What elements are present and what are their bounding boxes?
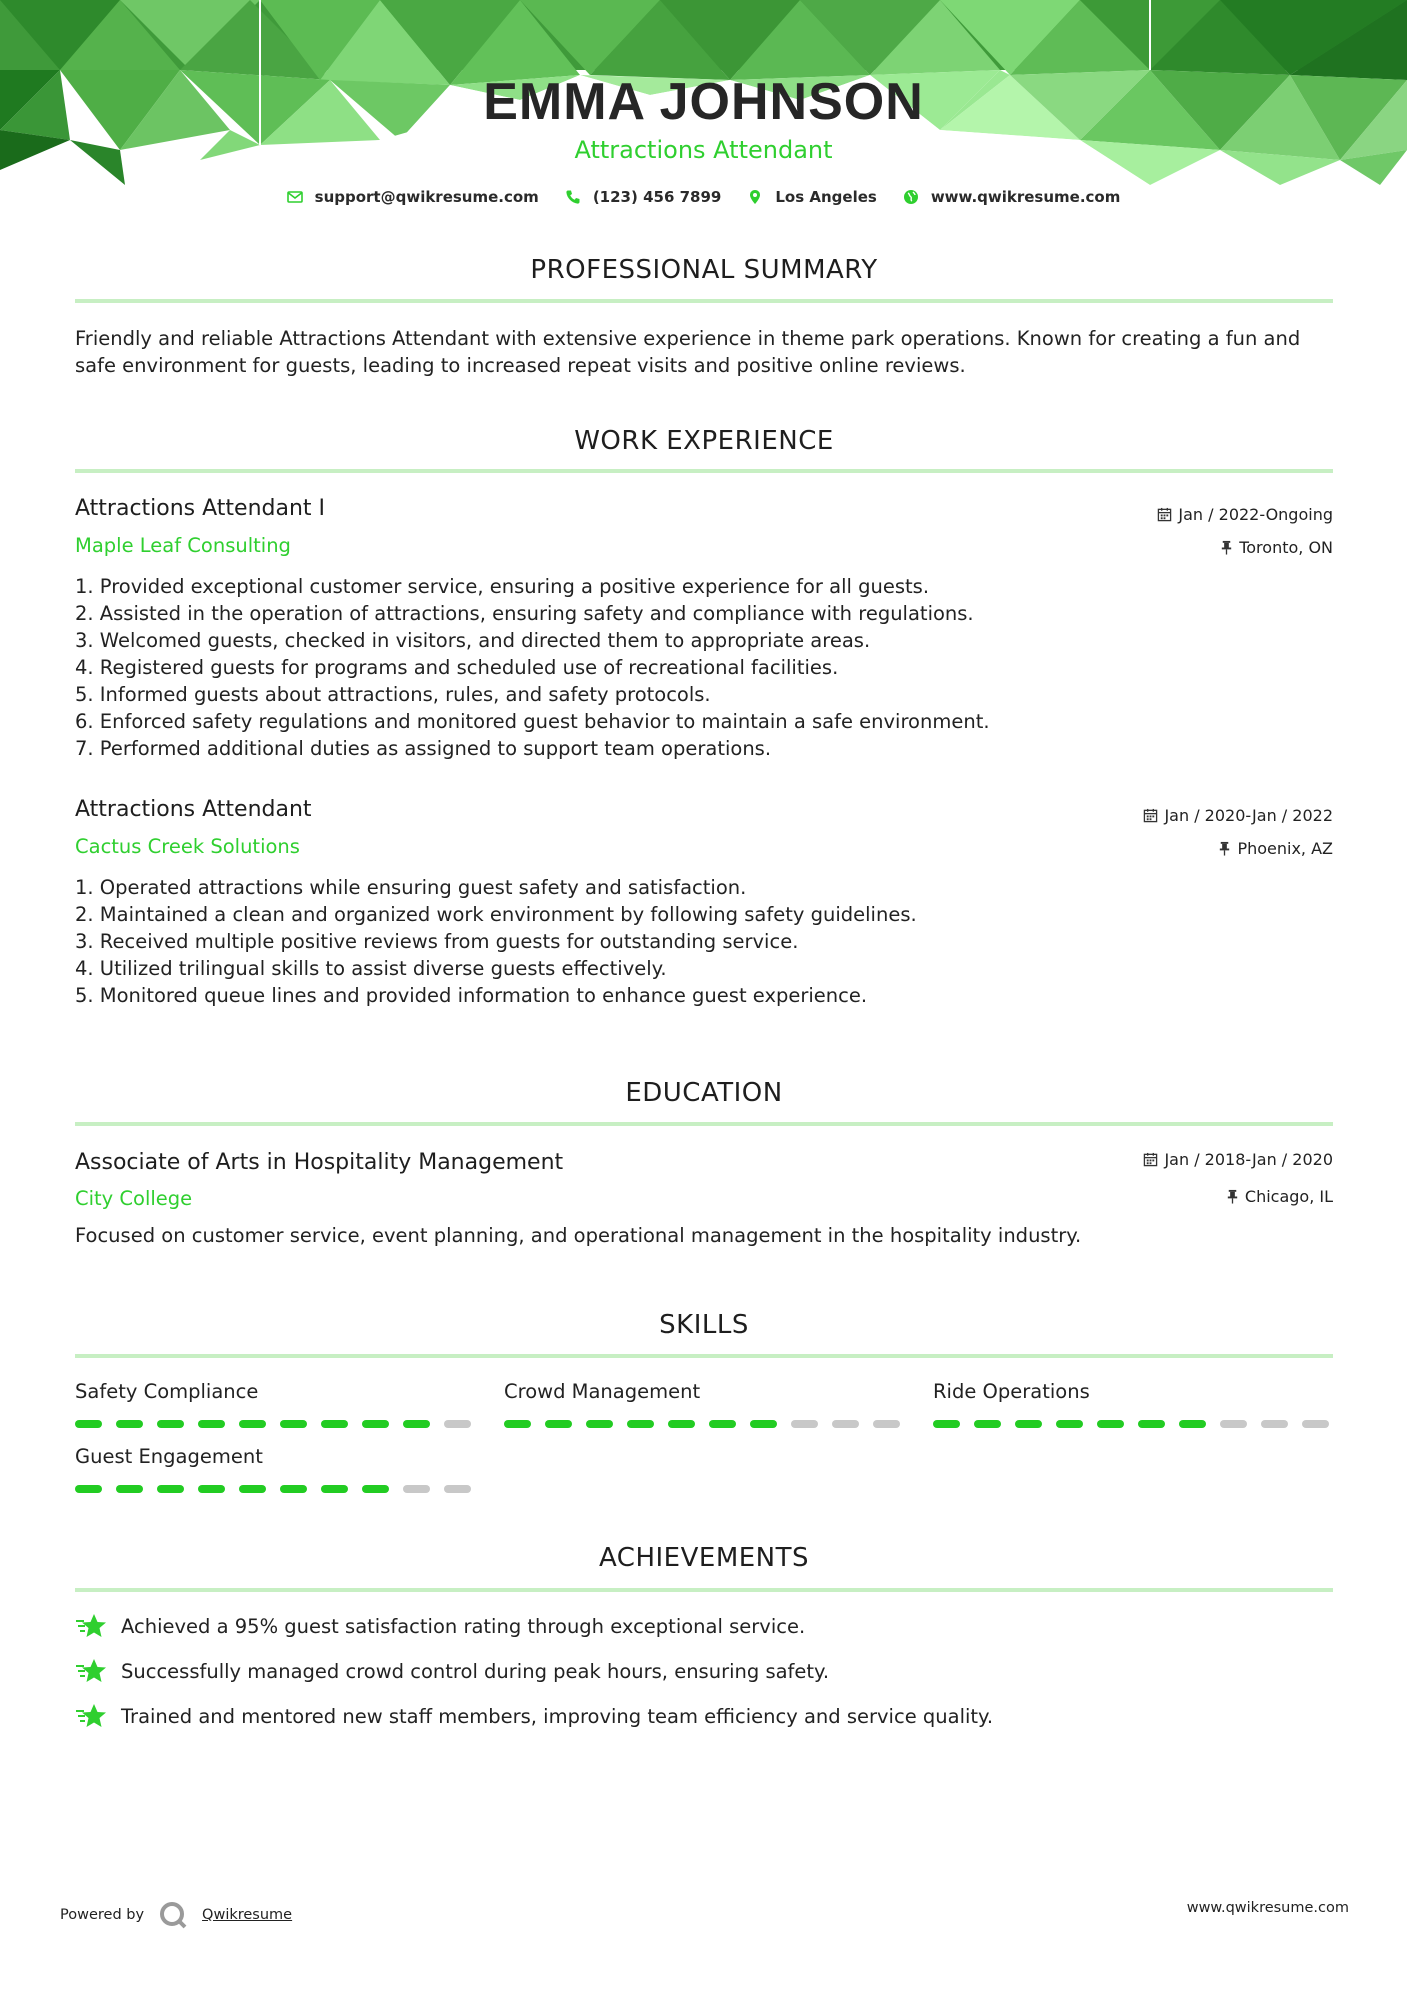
summary-divider — [75, 299, 1333, 303]
footer-powered — [60, 1900, 292, 1930]
job-1-company: Maple Leaf Consulting — [75, 534, 291, 557]
contact-bar — [0, 188, 1407, 206]
duty-item: 7. Performed additional duties as assigned to support team operations. — [75, 737, 772, 760]
duty-item: 3. Received multiple positive reviews from guests for outstanding service. — [75, 930, 799, 953]
skill-dash-empty — [1220, 1420, 1247, 1428]
contact-website-text: www.qwikresume.com — [930, 188, 1121, 206]
skill-dash-filled — [239, 1420, 266, 1428]
skill-dash-filled — [668, 1420, 695, 1428]
summary-line: Friendly and reliable Attractions Attendant with extensive experience in theme park operations. Known for creating a fun and — [75, 327, 1301, 350]
job-1-dates-text: Jan / 2022-Ongoing — [1178, 505, 1333, 524]
job-2-dates — [1143, 806, 1333, 825]
school-name: City College — [75, 1187, 193, 1210]
skill-dash-filled — [750, 1420, 777, 1428]
skill-dash-filled — [116, 1420, 143, 1428]
skill-dash-filled — [157, 1420, 184, 1428]
skill-dash-filled — [321, 1485, 348, 1493]
education-dates — [1143, 1150, 1333, 1169]
job-1-location-text: Toronto, ON — [1239, 538, 1333, 557]
skill-dash-filled — [974, 1420, 1001, 1428]
skills-heading: SKILLS — [659, 1310, 749, 1340]
education-divider — [75, 1122, 1333, 1126]
star-icon — [75, 1702, 107, 1730]
skill-dash-filled — [75, 1420, 102, 1428]
duty-item: 2. Maintained a clean and organized work environment by following safety guidelines. — [75, 903, 917, 926]
duty-item: 2. Assisted in the operation of attractions, ensuring safety and compliance with regulations. — [75, 602, 974, 625]
skill-dash-filled — [933, 1420, 960, 1428]
summary-heading: PROFESSIONAL SUMMARY — [530, 255, 878, 285]
skill-dash-filled — [198, 1420, 225, 1428]
skill-dash-empty — [873, 1420, 900, 1428]
job-1-location — [1220, 538, 1333, 557]
skill-dash-filled — [545, 1420, 572, 1428]
achievement-text: Trained and mentored new staff members, improving team efficiency and service quality. — [121, 1704, 994, 1728]
summary-line: safe environment for guests, leading to increased repeat visits and positive online reviews. — [75, 354, 966, 377]
job-1-title: Attractions Attendant I — [75, 496, 326, 521]
skill-dash-filled — [1097, 1420, 1124, 1428]
calendar-icon — [1143, 1152, 1158, 1167]
qwikresume-logo-icon — [158, 1900, 188, 1930]
envelope-icon — [287, 189, 303, 205]
skill-dash-empty — [791, 1420, 818, 1428]
skill-dash-empty — [1261, 1420, 1288, 1428]
education-location-text: Chicago, IL — [1244, 1187, 1333, 1206]
skill-dash-filled — [1015, 1420, 1042, 1428]
pin-icon — [1220, 540, 1233, 555]
contact-location — [747, 188, 876, 206]
skill-dash-filled — [75, 1485, 102, 1493]
experience-heading: WORK EXPERIENCE — [574, 426, 834, 456]
contact-website[interactable] — [903, 188, 1121, 206]
skill-dash-filled — [157, 1485, 184, 1493]
phone-icon — [565, 189, 581, 205]
duty-item: 3. Welcomed guests, checked in visitors, and directed them to appropriate areas. — [75, 629, 871, 652]
star-icon — [75, 1612, 107, 1640]
duty-item: 1. Provided exceptional customer service, ensuring a positive experience for all guests. — [75, 575, 930, 598]
duty-item: 5. Monitored queue lines and provided information to enhance guest experience. — [75, 984, 868, 1007]
skill-item — [933, 1380, 1333, 1428]
education-description: Focused on customer service, event planning, and operational management in the hospitality industry. — [75, 1224, 1082, 1247]
skill-dash-filled — [1138, 1420, 1165, 1428]
achievement-item — [75, 1702, 993, 1730]
job-2-location-text: Phoenix, AZ — [1237, 839, 1333, 858]
degree-title: Associate of Arts in Hospitality Management — [75, 1150, 564, 1175]
pin-icon — [1226, 1189, 1239, 1204]
contact-phone[interactable] — [565, 188, 722, 206]
contact-location-text: Los Angeles — [775, 188, 877, 206]
map-pin-icon — [747, 189, 763, 205]
job-2-location — [1218, 839, 1333, 858]
achievement-item — [75, 1612, 805, 1640]
duty-item: 4. Utilized trilingual skills to assist diverse guests effectively. — [75, 957, 667, 980]
contact-email[interactable] — [287, 188, 539, 206]
skill-dash-filled — [627, 1420, 654, 1428]
skill-item — [504, 1380, 904, 1428]
duty-item: 4. Registered guests for programs and scheduled use of recreational facilities. — [75, 656, 839, 679]
powered-by-label: Powered by — [60, 1907, 145, 1923]
job-2-title: Attractions Attendant — [75, 797, 312, 822]
calendar-icon — [1143, 808, 1158, 823]
job-1-dates — [1157, 505, 1333, 524]
skill-dash-filled — [198, 1485, 225, 1493]
achievements-heading: ACHIEVEMENTS — [598, 1543, 810, 1573]
duty-item: 5. Informed guests about attractions, rules, and safety protocols. — [75, 683, 711, 706]
education-location — [1226, 1187, 1333, 1206]
education-dates-text: Jan / 2018-Jan / 2020 — [1164, 1150, 1333, 1169]
job-2-dates-text: Jan / 2020-Jan / 2022 — [1164, 806, 1333, 825]
skill-dash-filled — [403, 1420, 430, 1428]
brand-link[interactable]: Qwikresume — [202, 1907, 293, 1923]
skill-name: Crowd Management — [504, 1380, 701, 1403]
skill-dash-empty — [1302, 1420, 1329, 1428]
skill-item — [75, 1380, 475, 1428]
skill-dash-filled — [586, 1420, 613, 1428]
contact-phone-text: (123) 456 7899 — [592, 188, 722, 206]
skill-name: Ride Operations — [933, 1380, 1090, 1403]
skill-level-bar — [75, 1485, 475, 1493]
summary-text — [75, 325, 1333, 379]
calendar-icon — [1157, 507, 1172, 522]
footer-website[interactable]: www.qwikresume.com — [1186, 1900, 1349, 1916]
skill-dash-filled — [709, 1420, 736, 1428]
achievements-divider — [75, 1588, 1333, 1592]
skill-name: Guest Engagement — [75, 1445, 263, 1468]
skill-dash-filled — [504, 1420, 531, 1428]
skill-dash-filled — [239, 1485, 266, 1493]
duty-item: 1. Operated attractions while ensuring guest safety and satisfaction. — [75, 876, 747, 899]
pin-icon — [1218, 841, 1231, 856]
globe-icon — [903, 189, 919, 205]
job-2-company: Cactus Creek Solutions — [75, 835, 300, 858]
job-title-headline: Attractions Attendant — [574, 136, 833, 164]
skill-level-bar — [933, 1420, 1333, 1428]
star-icon — [75, 1657, 107, 1685]
skill-name: Safety Compliance — [75, 1380, 259, 1403]
skill-dash-empty — [832, 1420, 859, 1428]
skill-dash-filled — [280, 1420, 307, 1428]
experience-divider — [75, 469, 1333, 473]
achievement-text: Successfully managed crowd control during peak hours, ensuring safety. — [121, 1659, 830, 1683]
contact-email-text: support@qwikresume.com — [314, 188, 539, 206]
candidate-name: EMMA JOHNSON — [483, 73, 924, 131]
skill-level-bar — [504, 1420, 904, 1428]
skill-dash-empty — [444, 1485, 471, 1493]
skills-divider — [75, 1354, 1333, 1358]
skill-level-bar — [75, 1420, 475, 1428]
job-1-duties — [75, 573, 1333, 762]
skill-dash-empty — [444, 1420, 471, 1428]
skill-dash-filled — [362, 1485, 389, 1493]
skill-item — [75, 1445, 475, 1493]
skill-dash-filled — [362, 1420, 389, 1428]
job-2-duties — [75, 874, 1333, 1009]
achievement-text: Achieved a 95% guest satisfaction rating through exceptional service. — [121, 1614, 806, 1638]
skill-dash-filled — [1179, 1420, 1206, 1428]
skill-dash-filled — [116, 1485, 143, 1493]
skill-dash-filled — [321, 1420, 348, 1428]
skill-dash-filled — [1056, 1420, 1083, 1428]
skill-dash-filled — [280, 1485, 307, 1493]
education-heading: EDUCATION — [625, 1078, 783, 1108]
achievement-item — [75, 1657, 829, 1685]
skill-dash-empty — [403, 1485, 430, 1493]
duty-item: 6. Enforced safety regulations and monitored guest behavior to maintain a safe environment. — [75, 710, 990, 733]
